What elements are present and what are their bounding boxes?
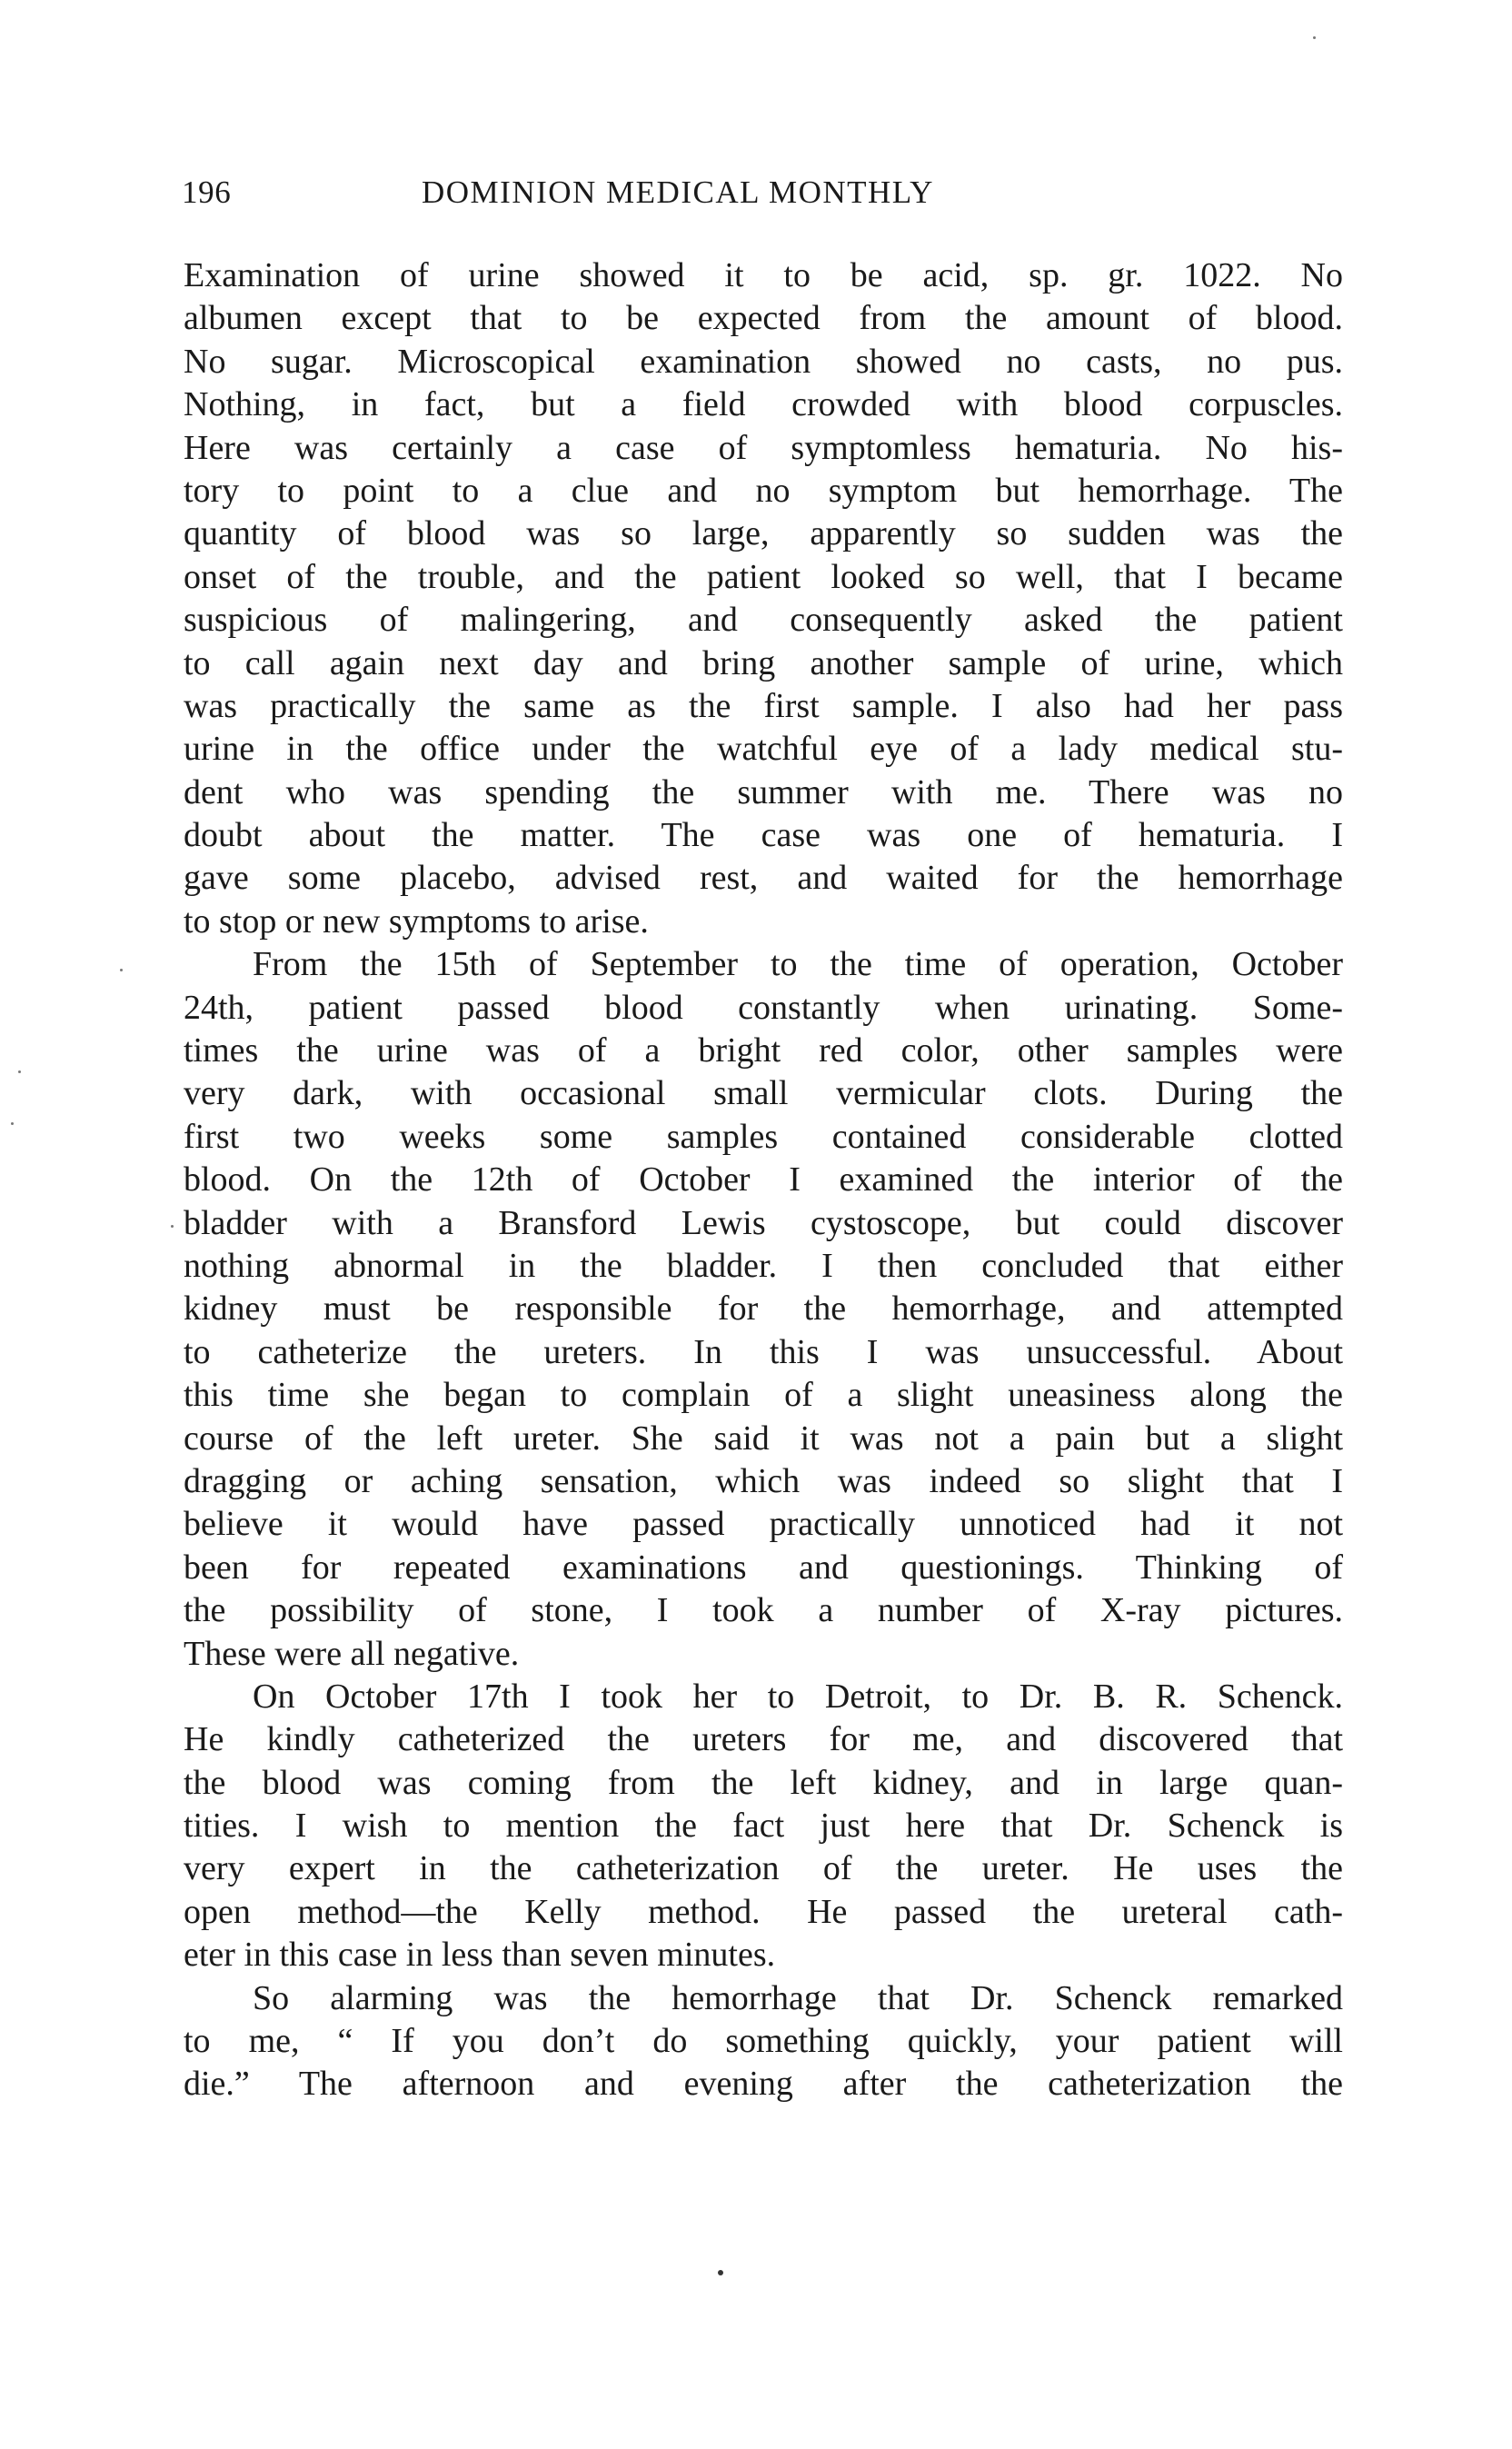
text-line: dragging or aching sensation, which was indeed so slight that I xyxy=(184,1461,1343,1500)
text-line: open method—the Kelly method. He passed the ureteral cath- xyxy=(184,1892,1343,1931)
page-mark xyxy=(718,2270,723,2275)
text-line: Examination of urine showed it to be acid, sp. gr. 1022. No xyxy=(184,256,1343,294)
margin-speck xyxy=(18,1070,21,1073)
text-line: dent who was spending the summer with me. There was no xyxy=(184,772,1343,811)
text-line: eter in this case in less than seven minutes. xyxy=(184,1936,776,1975)
text-line: doubt about the matter. The case was one of hematuria. I xyxy=(184,816,1343,855)
text-line: Here was certainly a case of symptomless hematuria. No his- xyxy=(184,428,1343,467)
text-line: to stop or new symptoms to arise. xyxy=(184,901,649,941)
text-line: course of the left ureter. She said it was not a pain but a slight xyxy=(184,1419,1343,1458)
text-line: bladder with a Bransford Lewis cystoscope, but could discover xyxy=(184,1203,1343,1242)
text-line: On October 17th I took her to Detroit, to Dr. B. R. Schenck. xyxy=(253,1677,1343,1716)
paragraph xyxy=(184,1977,1343,2106)
paragraph xyxy=(184,254,1343,943)
text-line: to call again next day and bring another sample of urine, which xyxy=(184,643,1343,682)
text-line: Nothing, in fact, but a field crowded with blood corpuscles. xyxy=(184,385,1343,424)
text-line: He kindly catheterized the ureters for me, and discovered that xyxy=(184,1720,1343,1759)
text-line: to me, “ If you don’t do something quickly, your patient will xyxy=(184,2022,1343,2061)
margin-speck xyxy=(1313,36,1316,39)
text-line: very dark, with occasional small vermicular clots. During the xyxy=(184,1074,1343,1113)
text-line: to catheterize the ureters. In this I was unsuccessful. About xyxy=(184,1332,1343,1371)
text-line: this time she began to complain of a slight uneasiness along the xyxy=(184,1376,1343,1415)
text-line: first two weeks some samples contained considerable clotted xyxy=(184,1117,1343,1156)
margin-speck xyxy=(120,969,123,971)
article-body xyxy=(184,254,1343,2106)
text-line: very expert in the catheterization of the ureter. He uses the xyxy=(184,1849,1343,1888)
text-line: was practically the same as the first sample. I also had her pass xyxy=(184,686,1343,725)
text-line: die.” The afternoon and evening after the catheterization the xyxy=(184,2065,1343,2104)
margin-speck xyxy=(171,1225,174,1228)
text-line: quantity of blood was so large, apparently so sudden was the xyxy=(184,514,1343,553)
text-line: blood. On the 12th of October I examined the interior of the xyxy=(184,1160,1343,1200)
text-line: suspicious of malingering, and consequently asked the patient xyxy=(184,601,1343,640)
text-line: nothing abnormal in the bladder. I then concluded that either xyxy=(184,1246,1343,1285)
text-line: urine in the office under the watchful eye of a lady medical stu- xyxy=(184,730,1343,769)
margin-speck xyxy=(11,1122,14,1125)
journal-title: DOMINION MEDICAL MONTHLY xyxy=(422,174,934,210)
text-line: From the 15th of September to the time of operation, October xyxy=(253,945,1343,984)
text-line: onset of the trouble, and the patient looked so well, that I became xyxy=(184,557,1343,596)
text-line: These were all negative. xyxy=(184,1634,520,1673)
text-line: times the urine was of a bright red color, other samples were xyxy=(184,1031,1343,1070)
text-line: albumen except that to be expected from the amount of blood. xyxy=(184,299,1343,338)
text-line: tory to point to a clue and no symptom but hemorrhage. The xyxy=(184,471,1343,510)
text-line: the possibility of stone, I took a number of X-ray pictures. xyxy=(184,1591,1343,1630)
paragraph xyxy=(184,1676,1343,1977)
text-line: the blood was coming from the left kidney, and in large quan- xyxy=(184,1763,1343,1802)
text-line: So alarming was the hemorrhage that Dr. Schenck remarked xyxy=(253,1978,1343,2017)
text-line: gave some placebo, advised rest, and waited for the hemorrhage xyxy=(184,859,1343,898)
text-line: kidney must be responsible for the hemorrhage, and attempted xyxy=(184,1289,1343,1329)
text-line: been for repeated examinations and questionings. Thinking of xyxy=(184,1548,1343,1587)
text-line: tities. I wish to mention the fact just here that Dr. Schenck is xyxy=(184,1807,1343,1846)
text-line: 24th, patient passed blood constantly when urinating. Some- xyxy=(184,988,1343,1027)
text-line: No sugar. Microscopical examination showed no casts, no pus. xyxy=(184,342,1343,381)
page-number: 196 xyxy=(182,174,232,210)
text-line: believe it would have passed practically unnoticed had it not xyxy=(184,1505,1343,1544)
running-head xyxy=(182,174,1345,220)
paragraph xyxy=(184,943,1343,1676)
